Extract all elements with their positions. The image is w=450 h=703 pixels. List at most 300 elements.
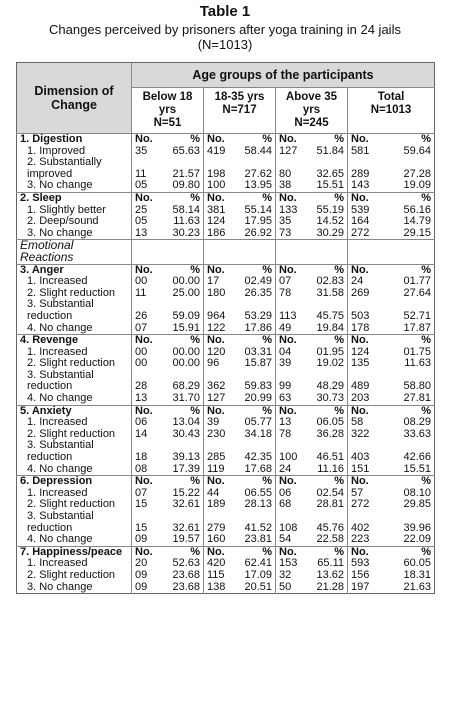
count-cell: 06 xyxy=(279,486,292,499)
percent-cell: 65.63 xyxy=(162,146,204,158)
percent-cell: 52.63 xyxy=(162,558,204,570)
col-pct-header: % xyxy=(383,335,435,347)
count-cell: 223 xyxy=(351,533,370,546)
percent-cell: 27.28 xyxy=(403,167,432,180)
count-cell: 539 xyxy=(351,203,370,216)
percent-cell: 27.64 xyxy=(403,286,432,299)
percent-cell: 13.04 xyxy=(162,417,204,429)
col-no-header: No. xyxy=(276,546,306,558)
col-pct-header: % xyxy=(162,192,204,204)
percent-cell: 20.99 xyxy=(234,393,276,405)
count-cell: 24 xyxy=(279,462,292,475)
col-pct-header: % xyxy=(234,192,276,204)
percent-cell: 21.63 xyxy=(403,580,432,593)
group-label: 18-35 yrs xyxy=(214,91,265,103)
count-cell: 17 xyxy=(207,275,220,288)
count-cell: 39 xyxy=(279,357,292,370)
count-cell: 08 xyxy=(135,462,148,475)
row-label: 3. No change xyxy=(17,582,132,594)
percent-cell: 23.68 xyxy=(162,570,204,582)
empty-cell xyxy=(383,240,435,264)
count-cell: 124 xyxy=(351,345,370,358)
row-label: 2. Slight reduction xyxy=(17,429,132,441)
table-row xyxy=(17,370,435,393)
count-cell: 503 xyxy=(351,309,370,322)
section-header-row xyxy=(17,476,435,488)
row-label: 1. Increased xyxy=(17,558,132,570)
col-no-header: No. xyxy=(348,335,383,347)
table-body xyxy=(17,134,435,594)
percent-cell: 11.63 xyxy=(404,357,432,370)
percent-cell: 17.87 xyxy=(403,321,432,334)
row-label: 2. Slight reduction xyxy=(17,570,132,582)
row-label: 1. Improved xyxy=(17,146,132,158)
percent-cell: 02.49 xyxy=(234,276,276,288)
count-cell: 49 xyxy=(279,321,292,334)
count-cell: 186 xyxy=(207,226,226,239)
percent-cell: 36.28 xyxy=(306,429,348,441)
count-cell: 09 xyxy=(135,580,148,593)
percent-cell: 62.41 xyxy=(234,558,276,570)
table-row xyxy=(17,570,435,582)
count-cell: 593 xyxy=(351,557,370,570)
percent-cell: 58.44 xyxy=(234,146,276,158)
percent-cell: 45.76 xyxy=(306,511,348,534)
col-pct-header: % xyxy=(383,476,435,488)
section-title: 2. Sleep xyxy=(17,192,132,204)
col-pct-header: % xyxy=(383,546,435,558)
empty-cell xyxy=(204,240,234,264)
count-cell: 38 xyxy=(279,179,292,192)
percent-cell: 14.52 xyxy=(306,216,348,228)
table-row xyxy=(17,511,435,534)
count-cell: 11 xyxy=(135,167,147,180)
count-cell: 285 xyxy=(207,451,226,464)
count-cell: 99 xyxy=(279,380,292,393)
percent-cell: 19.02 xyxy=(306,358,348,370)
percent-cell: 15.91 xyxy=(162,323,204,335)
percent-cell: 15.87 xyxy=(234,358,276,370)
count-cell: 197 xyxy=(351,580,370,593)
count-cell: 07 xyxy=(279,275,292,288)
count-cell: 230 xyxy=(207,427,226,440)
row-label: 4. No change xyxy=(17,393,132,405)
empty-cell xyxy=(162,240,204,264)
count-cell: 189 xyxy=(207,498,226,511)
percent-cell: 17.86 xyxy=(234,323,276,335)
count-cell: 127 xyxy=(207,392,226,405)
percent-cell: 03.31 xyxy=(234,347,276,359)
table-row xyxy=(17,276,435,288)
count-cell: 35 xyxy=(279,215,292,228)
percent-cell: 27.62 xyxy=(234,157,276,180)
count-cell: 78 xyxy=(279,427,292,440)
col-no-header: No. xyxy=(348,264,383,276)
count-cell: 32 xyxy=(279,568,292,581)
percent-cell: 30.29 xyxy=(306,228,348,240)
count-cell: 322 xyxy=(351,427,370,440)
count-cell: 13 xyxy=(135,392,148,405)
percent-cell: 32.65 xyxy=(306,157,348,180)
col-pct-header: % xyxy=(162,335,204,347)
col-pct-header: % xyxy=(162,134,204,146)
group-label: Total xyxy=(377,91,405,103)
percent-cell: 19.57 xyxy=(162,534,204,546)
row-label: 2. Slight reduction xyxy=(17,499,132,511)
count-cell: 73 xyxy=(279,226,292,239)
percent-cell: 26.92 xyxy=(234,228,276,240)
header-dimension: Dimension of Change xyxy=(17,63,132,134)
percent-cell: 53.29 xyxy=(234,299,276,322)
percent-cell: 32.61 xyxy=(162,511,204,534)
count-cell: 50 xyxy=(279,580,292,593)
count-cell: 63 xyxy=(279,392,292,405)
col-pct-header: % xyxy=(306,546,348,558)
col-no-header: No. xyxy=(204,192,234,204)
row-label: 1. Slightly better xyxy=(17,205,132,217)
row-label: 1. Increased xyxy=(17,276,132,288)
col-pct-header: % xyxy=(234,134,276,146)
percent-cell: 58.14 xyxy=(162,205,204,217)
count-cell: 06 xyxy=(135,416,148,429)
group-header xyxy=(276,88,348,134)
empty-cell xyxy=(348,240,383,264)
count-cell: 127 xyxy=(279,144,298,157)
percent-cell: 17.68 xyxy=(234,464,276,476)
percent-cell: 42.66 xyxy=(403,451,432,464)
percent-cell: 60.05 xyxy=(403,557,432,570)
percent-cell: 13.62 xyxy=(306,570,348,582)
header-age-groups: Age groups of the participants xyxy=(132,63,435,88)
count-cell: 28 xyxy=(135,380,148,393)
percent-cell: 45.75 xyxy=(306,299,348,322)
emotional-reactions-label: Emotional Reactions xyxy=(17,240,132,264)
group-label: Below 18 yrs xyxy=(142,91,193,116)
count-cell: 115 xyxy=(207,568,225,581)
group-header xyxy=(204,88,276,134)
count-cell: 489 xyxy=(351,380,370,393)
percent-cell: 31.70 xyxy=(162,393,204,405)
col-no-header: No. xyxy=(348,476,383,488)
table-title: Table 1 xyxy=(199,3,251,20)
row-label: 2. Substantially improved xyxy=(17,157,132,180)
row-label: 3. Substantial reduction xyxy=(17,299,132,322)
count-cell: 09 xyxy=(135,568,148,581)
count-cell: 07 xyxy=(135,321,148,334)
percent-cell: 18.31 xyxy=(403,568,432,581)
count-cell: 100 xyxy=(207,179,226,192)
count-cell: 13 xyxy=(135,226,148,239)
row-label: 1. Increased xyxy=(17,417,132,429)
percent-cell: 55.14 xyxy=(234,205,276,217)
count-cell: 26 xyxy=(135,309,148,322)
count-cell: 44 xyxy=(207,486,220,499)
row-label: 3. Substantial reduction xyxy=(17,440,132,463)
table-row xyxy=(17,157,435,180)
percent-cell: 23.81 xyxy=(234,534,276,546)
col-no-header: No. xyxy=(204,546,234,558)
percent-cell: 19.84 xyxy=(306,323,348,335)
percent-cell: 28.81 xyxy=(306,499,348,511)
count-cell: 58 xyxy=(351,416,364,429)
table-row xyxy=(17,393,435,405)
count-cell: 05 xyxy=(135,215,148,228)
count-cell: 180 xyxy=(207,286,226,299)
section-title: 7. Happiness/peace xyxy=(17,546,132,558)
percent-cell: 30.43 xyxy=(162,429,204,441)
section-title: 3. Anger xyxy=(17,264,132,276)
percent-cell: 59.64 xyxy=(403,144,432,157)
percent-cell: 15.51 xyxy=(403,462,432,475)
count-cell: 120 xyxy=(207,345,226,358)
row-label: 4. No change xyxy=(17,323,132,335)
table-row xyxy=(17,323,435,335)
percent-cell: 21.57 xyxy=(162,157,204,180)
percent-cell: 42.35 xyxy=(234,440,276,463)
col-no-header: No. xyxy=(204,405,234,417)
col-pct-header: % xyxy=(162,476,204,488)
count-cell: 25 xyxy=(135,203,148,216)
col-no-header: No. xyxy=(132,476,162,488)
table-row xyxy=(17,534,435,546)
percent-cell: 59.83 xyxy=(234,370,276,393)
count-cell: 279 xyxy=(207,521,226,534)
table-row xyxy=(17,464,435,476)
row-label: 3. Substantial reduction xyxy=(17,370,132,393)
count-cell: 20 xyxy=(135,557,148,570)
percent-cell: 65.11 xyxy=(306,558,348,570)
percent-cell: 39.96 xyxy=(403,521,432,534)
empty-cell xyxy=(276,240,306,264)
percent-cell: 32.61 xyxy=(162,499,204,511)
col-pct-header: % xyxy=(383,134,435,146)
percent-cell: 51.84 xyxy=(306,146,348,158)
count-cell: 80 xyxy=(279,167,292,180)
percent-cell: 30.23 xyxy=(162,228,204,240)
group-n: N=245 xyxy=(294,117,329,129)
percent-cell: 48.29 xyxy=(306,370,348,393)
empty-cell xyxy=(306,240,348,264)
count-cell: 124 xyxy=(207,215,226,228)
row-label: 4. No change xyxy=(17,534,132,546)
col-pct-header: % xyxy=(306,192,348,204)
percent-cell: 00.00 xyxy=(162,358,204,370)
percent-cell: 01.77 xyxy=(403,275,432,288)
col-no-header: No. xyxy=(276,405,306,417)
percent-cell: 08.29 xyxy=(403,416,432,429)
col-no-header: No. xyxy=(132,335,162,347)
row-label: 3. No change xyxy=(17,180,132,192)
col-pct-header: % xyxy=(306,476,348,488)
row-label: 4. No change xyxy=(17,464,132,476)
count-cell: 96 xyxy=(207,357,220,370)
percent-cell: 25.00 xyxy=(162,288,204,300)
percent-cell: 20.51 xyxy=(234,582,276,594)
section-header-row xyxy=(17,192,435,204)
section-title: 5. Anxiety xyxy=(17,405,132,417)
col-pct-header: % xyxy=(383,264,435,276)
col-pct-header: % xyxy=(162,546,204,558)
percent-cell: 19.09 xyxy=(403,179,432,192)
count-cell: 581 xyxy=(351,144,370,157)
percent-cell: 13.95 xyxy=(234,180,276,192)
percent-cell: 06.55 xyxy=(234,488,276,500)
col-no-header: No. xyxy=(276,335,306,347)
count-cell: 35 xyxy=(135,144,148,157)
count-cell: 108 xyxy=(279,521,298,534)
count-cell: 964 xyxy=(207,309,226,322)
col-pct-header: % xyxy=(383,192,435,204)
count-cell: 133 xyxy=(279,203,298,216)
col-no-header: No. xyxy=(276,134,306,146)
count-cell: 05 xyxy=(135,179,148,192)
percent-cell: 00.00 xyxy=(162,276,204,288)
col-no-header: No. xyxy=(132,264,162,276)
emotional-reactions-row xyxy=(17,240,435,264)
count-cell: 156 xyxy=(351,568,370,581)
percent-cell: 17.39 xyxy=(162,464,204,476)
col-no-header: No. xyxy=(132,192,162,204)
count-cell: 135 xyxy=(351,357,370,370)
group-label: Above 35 yrs xyxy=(285,91,338,116)
table-row xyxy=(17,180,435,192)
section-title: 4. Revenge xyxy=(17,335,132,347)
percent-cell: 68.29 xyxy=(162,370,204,393)
count-cell: 381 xyxy=(207,203,226,216)
count-cell: 09 xyxy=(135,533,148,546)
table-row xyxy=(17,228,435,240)
percent-cell: 34.18 xyxy=(234,429,276,441)
row-label: 1. Increased xyxy=(17,488,132,500)
row-label: 3. Substantial reduction xyxy=(17,511,132,534)
percent-cell: 29.15 xyxy=(403,226,432,239)
count-cell: 113 xyxy=(279,309,297,322)
percent-cell: 01.95 xyxy=(306,347,348,359)
percent-cell: 22.09 xyxy=(403,533,432,546)
percent-cell: 28.13 xyxy=(234,499,276,511)
col-pct-header: % xyxy=(234,546,276,558)
col-no-header: No. xyxy=(348,405,383,417)
percent-cell: 21.28 xyxy=(306,582,348,594)
col-no-header: No. xyxy=(132,405,162,417)
col-no-header: No. xyxy=(204,264,234,276)
count-cell: 164 xyxy=(351,215,370,228)
count-cell: 203 xyxy=(351,392,370,405)
section-header-row xyxy=(17,335,435,347)
section-title: 1. Digestion xyxy=(17,134,132,146)
col-no-header: No. xyxy=(204,134,234,146)
percent-cell: 02.83 xyxy=(306,276,348,288)
percent-cell: 55.19 xyxy=(306,205,348,217)
count-cell: 272 xyxy=(351,498,370,511)
percent-cell: 22.58 xyxy=(306,534,348,546)
count-cell: 24 xyxy=(351,275,364,288)
percent-cell: 26.35 xyxy=(234,288,276,300)
row-label: 3. No change xyxy=(17,228,132,240)
percent-cell: 00.00 xyxy=(162,347,204,359)
col-no-header: No. xyxy=(348,134,383,146)
percent-cell: 17.09 xyxy=(234,570,276,582)
col-pct-header: % xyxy=(306,405,348,417)
table-row xyxy=(17,582,435,594)
percent-cell: 05.77 xyxy=(234,417,276,429)
percent-cell: 29.85 xyxy=(403,498,432,511)
count-cell: 198 xyxy=(207,167,226,180)
col-pct-header: % xyxy=(383,405,435,417)
count-cell: 57 xyxy=(351,486,364,499)
col-pct-header: % xyxy=(162,405,204,417)
count-cell: 15 xyxy=(135,498,148,511)
table-row xyxy=(17,299,435,322)
count-cell: 15 xyxy=(135,521,148,534)
count-cell: 420 xyxy=(207,557,226,570)
count-cell: 13 xyxy=(279,416,292,429)
count-cell: 54 xyxy=(279,533,292,546)
col-no-header: No. xyxy=(204,335,234,347)
table-row xyxy=(17,216,435,228)
count-cell: 178 xyxy=(351,321,370,334)
percent-cell: 39.13 xyxy=(162,440,204,463)
col-no-header: No. xyxy=(348,546,383,558)
col-no-header: No. xyxy=(132,546,162,558)
group-header xyxy=(132,88,204,134)
percent-cell: 17.95 xyxy=(234,216,276,228)
count-cell: 78 xyxy=(279,286,292,299)
empty-cell xyxy=(234,240,276,264)
row-label: 2. Slight reduction xyxy=(17,358,132,370)
col-pct-header: % xyxy=(162,264,204,276)
count-cell: 151 xyxy=(351,462,370,475)
percent-cell: 09.80 xyxy=(162,180,204,192)
percent-cell: 33.63 xyxy=(403,427,432,440)
group-n: N=1013 xyxy=(370,104,412,116)
percent-cell: 01.75 xyxy=(403,345,432,358)
percent-cell: 59.09 xyxy=(162,299,204,322)
percent-cell: 11.16 xyxy=(306,464,348,476)
percent-cell: 14.79 xyxy=(403,215,432,228)
count-cell: 39 xyxy=(207,416,220,429)
percent-cell: 58.80 xyxy=(403,380,432,393)
percent-cell: 08.10 xyxy=(403,486,432,499)
count-cell: 153 xyxy=(279,557,298,570)
group-header xyxy=(348,88,435,134)
count-cell: 14 xyxy=(135,427,148,440)
percent-cell: 15.22 xyxy=(162,488,204,500)
percent-cell: 27.81 xyxy=(403,392,432,405)
count-cell: 00 xyxy=(135,357,148,370)
group-n: N=51 xyxy=(153,117,182,129)
col-no-header: No. xyxy=(348,192,383,204)
row-label: 2. Deep/sound xyxy=(17,216,132,228)
count-cell: 362 xyxy=(207,380,226,393)
percent-cell: 23.68 xyxy=(162,582,204,594)
count-cell: 143 xyxy=(351,179,370,192)
percent-cell: 11.63 xyxy=(162,216,204,228)
data-table xyxy=(16,62,435,594)
count-cell: 07 xyxy=(135,486,148,499)
count-cell: 138 xyxy=(207,580,226,593)
row-label: 1. Increased xyxy=(17,347,132,359)
col-no-header: No. xyxy=(204,476,234,488)
count-cell: 403 xyxy=(351,451,370,464)
table-subtitle: Changes perceived by prisoners after yoga training in 24 jails (N=1013) xyxy=(49,22,401,52)
section-header-row xyxy=(17,134,435,146)
col-no-header: No. xyxy=(132,134,162,146)
count-cell: 11 xyxy=(135,286,147,299)
percent-cell: 52.71 xyxy=(403,309,432,322)
count-cell: 68 xyxy=(279,498,292,511)
col-pct-header: % xyxy=(306,335,348,347)
